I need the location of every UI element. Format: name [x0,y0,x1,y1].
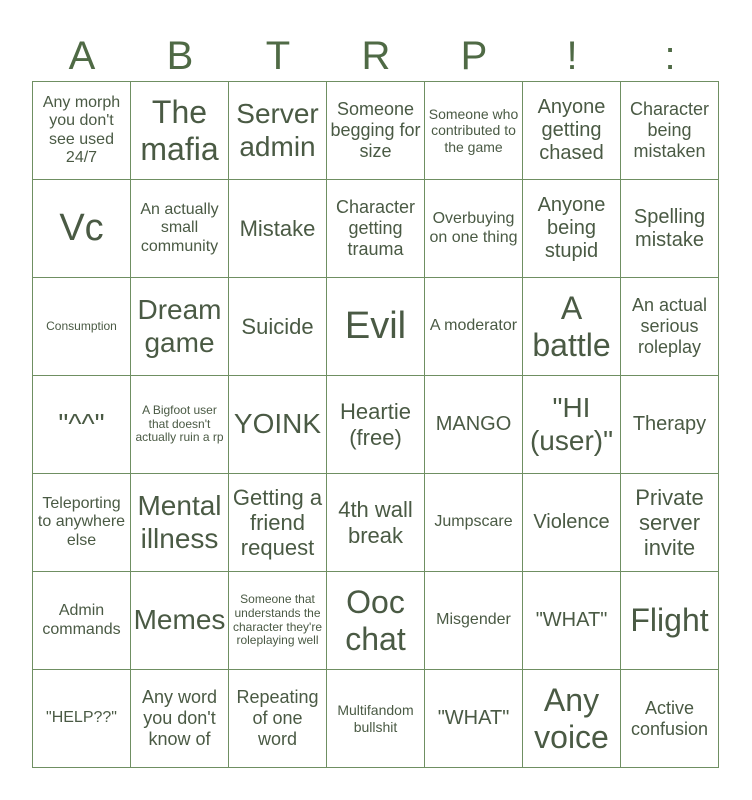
bingo-header [33,30,719,82]
header-letter-2: B [166,33,194,78]
bingo-cell[interactable]: Flight [621,572,719,670]
bingo-cell[interactable]: Evil [327,278,425,376]
bingo-cell[interactable]: Any word you don't know of [131,670,229,768]
bingo-cell[interactable]: Admin commands [33,572,131,670]
bingo-cell[interactable]: Heartie (free) [327,376,425,474]
bingo-cell[interactable]: "HI (user)" [523,376,621,474]
bingo-cell[interactable]: The mafia [131,82,229,180]
bingo-cell[interactable]: "^^" [33,376,131,474]
bingo-cell[interactable]: Multifandom bullshit [327,670,425,768]
bingo-cell[interactable]: Any voice [523,670,621,768]
bingo-cell[interactable]: Memes [131,572,229,670]
bingo-cell[interactable]: Therapy [621,376,719,474]
bingo-cell[interactable]: A Bigfoot user that doesn't actually ruin a rp [131,376,229,474]
bingo-cell[interactable]: Character getting trauma [327,180,425,278]
bingo-cell[interactable]: Consumption [33,278,131,376]
header-letter-7: : [664,33,676,78]
bingo-cell[interactable]: "WHAT" [425,670,523,768]
bingo-cell[interactable]: Ooc chat [327,572,425,670]
header-letter-3: T [265,33,291,78]
bingo-cell[interactable]: YOINK [229,376,327,474]
bingo-cell[interactable]: 4th wall break [327,474,425,572]
bingo-cell[interactable]: Server admin [229,82,327,180]
header-letter-5: P [460,33,488,78]
header-letter-4: R [361,33,391,78]
bingo-cell[interactable]: A moderator [425,278,523,376]
bingo-cell[interactable]: Mental illness [131,474,229,572]
bingo-cell[interactable]: An actually small community [131,180,229,278]
bingo-cell[interactable]: Anyone being stupid [523,180,621,278]
bingo-cell[interactable]: Dream game [131,278,229,376]
bingo-cell[interactable]: Suicide [229,278,327,376]
bingo-cell[interactable]: Any morph you don't see used 24/7 [33,82,131,180]
bingo-cell[interactable]: Teleporting to anywhere else [33,474,131,572]
bingo-cell[interactable]: Misgender [425,572,523,670]
bingo-cell[interactable]: Jumpscare [425,474,523,572]
bingo-cell[interactable]: Vc [33,180,131,278]
bingo-cell[interactable]: Someone who contributed to the game [425,82,523,180]
bingo-cell[interactable]: Violence [523,474,621,572]
bingo-cell[interactable]: Repeating of one word [229,670,327,768]
bingo-cell[interactable]: "WHAT" [523,572,621,670]
bingo-cell[interactable]: Overbuying on one thing [425,180,523,278]
bingo-cell[interactable]: An actual serious roleplay [621,278,719,376]
bingo-cell[interactable]: Mistake [229,180,327,278]
bingo-cell[interactable]: Active confusion [621,670,719,768]
header-letter-1: A [68,33,96,78]
bingo-cell[interactable]: Private server invite [621,474,719,572]
bingo-cell[interactable]: Someone that understands the character they're roleplaying well [229,572,327,670]
bingo-grid [32,81,719,768]
bingo-cell[interactable]: MANGO [425,376,523,474]
header-letter-6: ! [566,33,578,78]
bingo-cell[interactable]: Character being mistaken [621,82,719,180]
bingo-cell[interactable]: Someone begging for size [327,82,425,180]
bingo-cell[interactable]: Getting a friend request [229,474,327,572]
bingo-cell[interactable]: Anyone getting chased [523,82,621,180]
bingo-cell[interactable]: "HELP??" [33,670,131,768]
bingo-cell[interactable]: A battle [523,278,621,376]
bingo-cell[interactable]: Spelling mistake [621,180,719,278]
